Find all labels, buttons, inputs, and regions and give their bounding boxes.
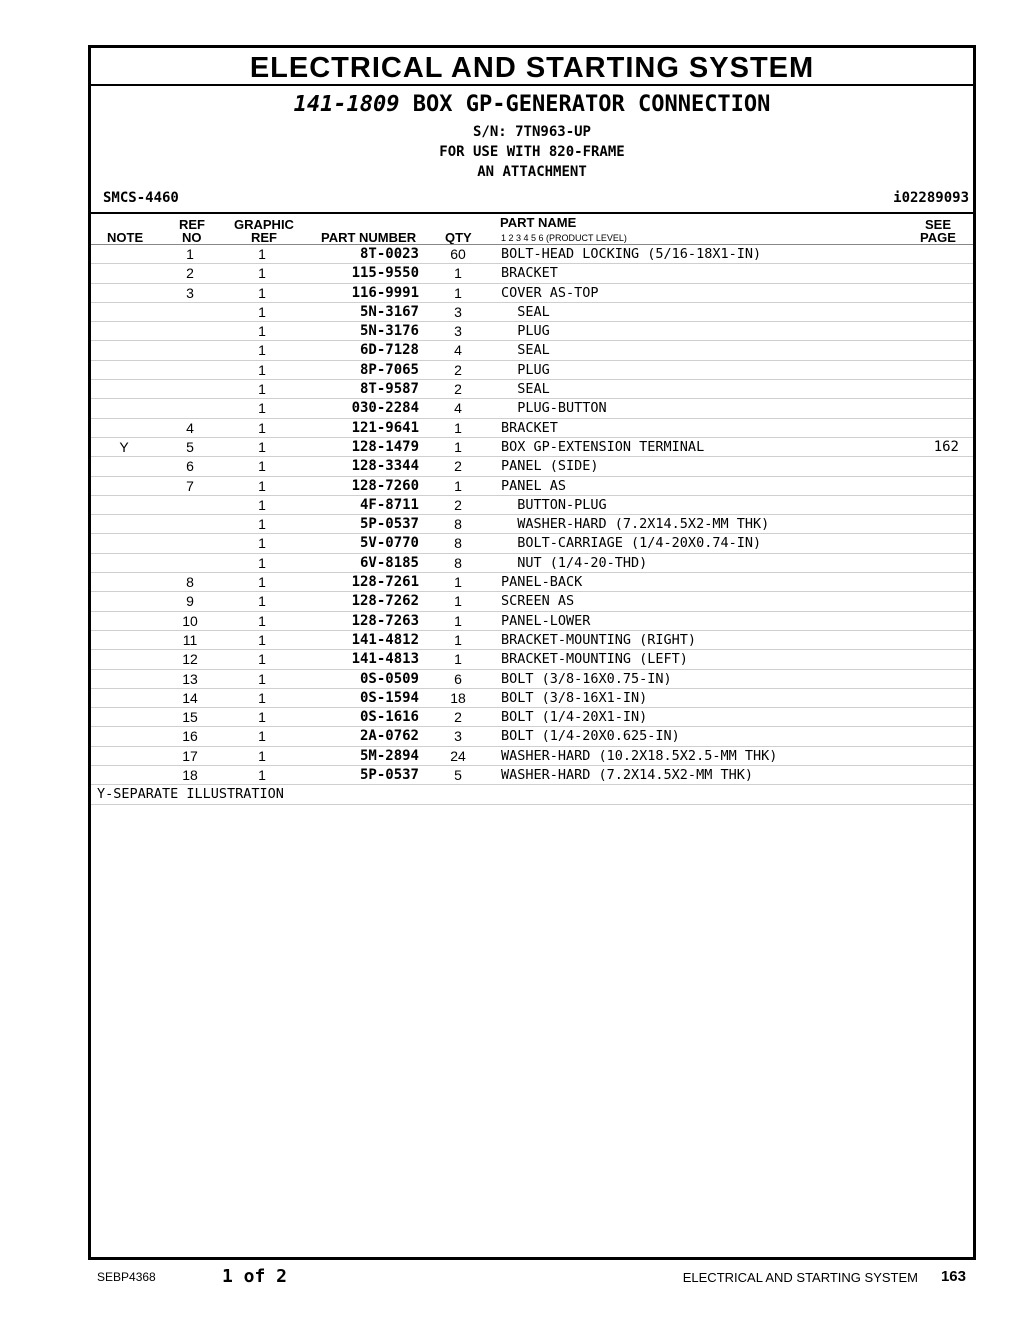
cell-pn: 8T-0023 (359, 246, 419, 262)
cell-pn: 030-2284 (351, 400, 419, 417)
cell-name: BOLT-CARRIAGE (1/4-20X0.74-IN) (501, 535, 762, 552)
table-row (91, 708, 973, 727)
cell-gref: 1 (258, 323, 266, 340)
header-see: SEE (925, 217, 952, 232)
cell-qty: 2 (454, 458, 462, 475)
cell-pn: 6D-7128 (359, 342, 419, 359)
cell-pn: 5N-3167 (359, 303, 419, 320)
cell-qty: 1 (454, 593, 462, 610)
cell-name: PLUG (501, 323, 550, 340)
cell-gref: 1 (258, 361, 266, 378)
cell-name: BUTTON-PLUG (501, 496, 607, 513)
cell-name: BRACKET-MOUNTING (LEFT) (501, 651, 688, 668)
cell-qty: 1 (454, 419, 462, 436)
header-graphic: GRAPHIC (234, 217, 294, 232)
use-note: FOR USE WITH 820-FRAME (439, 144, 625, 160)
cell-ref: 6 (186, 458, 194, 475)
cell-gref: 1 (258, 631, 266, 648)
cell-qty: 2 (454, 361, 462, 378)
cell-name: BOX GP-EXTENSION TERMINAL (501, 438, 705, 455)
cell-gref: 1 (258, 496, 266, 513)
cell-ref: 2 (186, 265, 194, 282)
cell-ref: 16 (182, 728, 198, 745)
cell-pn: 5V-0770 (359, 535, 419, 552)
cell-gref: 1 (258, 381, 266, 398)
cell-gref: 1 (258, 651, 266, 668)
smcs-code: SMCS-4460 (103, 190, 179, 206)
cell-pn: 0S-1594 (359, 689, 419, 706)
cell-ref: 11 (182, 631, 198, 648)
cell-qty: 2 (454, 709, 462, 726)
table-row (91, 534, 973, 553)
cell-ref: 13 (182, 670, 198, 687)
cell-ref: 8 (186, 574, 194, 591)
cell-name: PLUG-BUTTON (501, 400, 607, 417)
cell-pn: 128-7261 (351, 574, 419, 591)
cell-pn: 115-9550 (351, 265, 419, 282)
cell-name: SEAL (501, 303, 550, 320)
cell-pn: 5N-3176 (359, 323, 419, 340)
table-row (91, 457, 973, 476)
cell-ref: 7 (186, 477, 194, 494)
cell-gref: 1 (258, 477, 266, 494)
table-row (91, 612, 973, 631)
cell-qty: 18 (450, 689, 466, 706)
cell-pn: 116-9991 (351, 284, 419, 301)
table-row (91, 689, 973, 708)
footnote-row (91, 785, 973, 804)
cell-pn: 0S-0509 (359, 670, 419, 687)
cell-gref: 1 (258, 342, 266, 359)
cell-qty: 8 (454, 535, 462, 552)
cell-name: BRACKET-MOUNTING (RIGHT) (501, 631, 697, 648)
cell-gref: 1 (258, 612, 266, 629)
table-row (91, 496, 973, 515)
cell-qty: 6 (454, 670, 462, 687)
table-row (91, 670, 973, 689)
table-row (91, 554, 973, 573)
cell-name: WASHER-HARD (7.2X14.5X2-MM THK) (501, 767, 753, 784)
serial-number: S/N: 7TN963-UP (472, 124, 591, 140)
header-part-number: PART NUMBER (321, 230, 417, 245)
table-row (91, 747, 973, 766)
cell-ref: 4 (186, 419, 194, 436)
cell-gref: 1 (258, 747, 266, 764)
cell-name: SEAL (501, 342, 550, 359)
table-row (91, 727, 973, 746)
table-row (91, 573, 973, 592)
table-row (91, 361, 973, 380)
footer-page-of: 1 of 2 (222, 1266, 288, 1287)
table-row (91, 244, 973, 264)
header-part-name: PART NAME (500, 215, 577, 230)
cell-qty: 60 (450, 246, 466, 262)
cell-name: PANEL AS (501, 477, 567, 494)
cell-name: SEAL (501, 381, 550, 398)
cell-name: COVER AS-TOP (501, 284, 599, 301)
cell-name: SCREEN AS (501, 593, 575, 610)
cell-pn: 5P-0537 (359, 516, 419, 533)
cell-ref: 17 (182, 747, 198, 764)
table-row (91, 515, 973, 534)
header-see-page: PAGE (920, 230, 956, 245)
table-row (91, 419, 973, 438)
cell-gref: 1 (258, 516, 266, 533)
cell-qty: 5 (454, 767, 462, 784)
header-note: NOTE (107, 230, 144, 245)
cell-gref: 1 (258, 574, 266, 591)
footnote: Y-SEPARATE ILLUSTRATION (97, 786, 284, 803)
cell-name: BOLT (1/4-20X0.625-IN) (501, 728, 680, 745)
cell-qty: 1 (454, 265, 462, 282)
cell-pn: 8T-9587 (359, 381, 419, 398)
table-row (91, 650, 973, 669)
cell-pn: 8P-7065 (359, 361, 419, 378)
parts-table (91, 244, 973, 805)
cell-ref: 5 (186, 438, 194, 455)
footer-page-number: 163 (940, 1268, 966, 1285)
cell-qty: 24 (450, 747, 466, 764)
cell-pn: 141-4813 (351, 651, 419, 668)
cell-gref: 1 (258, 265, 266, 282)
header-ref-no: NO (182, 230, 202, 245)
cell-qty: 1 (454, 612, 462, 629)
table-row (91, 766, 973, 785)
cell-ref: 10 (182, 612, 198, 629)
footer-doc-number: SEBP4368 (97, 1270, 156, 1284)
group-title (91, 92, 973, 117)
cell-ref: 9 (186, 593, 194, 610)
cell-gref: 1 (258, 689, 266, 706)
table-row (91, 477, 973, 496)
cell-name: PANEL (SIDE) (501, 458, 599, 475)
table-row (91, 284, 973, 303)
cell-gref: 1 (258, 709, 266, 726)
cell-gref: 1 (258, 728, 266, 745)
cell-name: BRACKET (501, 265, 558, 282)
footer-section: ELECTRICAL AND STARTING SYSTEM (682, 1270, 918, 1285)
cell-pn: 2A-0762 (359, 728, 419, 745)
cell-ref: 18 (182, 767, 198, 784)
cell-pn: 128-1479 (351, 438, 419, 455)
cell-qty: 1 (454, 631, 462, 648)
cell-name: BOLT-HEAD LOCKING (5/16-18X1-IN) (501, 246, 762, 262)
cell-gref: 1 (258, 767, 266, 784)
parts-page-frame (88, 45, 976, 1260)
group-part-number: 141-1809 (293, 92, 400, 117)
cell-gref: 1 (258, 400, 266, 417)
cell-gref: 1 (258, 419, 266, 436)
cell-name: NUT (1/4-20-THD) (501, 554, 648, 571)
section-title: ELECTRICAL AND STARTING SYSTEM (91, 48, 973, 86)
cell-pn: 5P-0537 (359, 767, 419, 784)
cell-qty: 1 (454, 284, 462, 301)
table-row (91, 322, 973, 341)
table-row (91, 303, 973, 322)
cell-ref: 14 (182, 689, 198, 706)
header-divider (91, 212, 973, 214)
cell-ref: 1 (186, 246, 194, 262)
header-qty: QTY (445, 230, 472, 245)
cell-qty: 1 (454, 438, 462, 455)
cell-qty: 8 (454, 554, 462, 571)
header-ref: REF (179, 217, 205, 232)
attachment-note: AN ATTACHMENT (477, 164, 587, 180)
cell-name: BOLT (1/4-20X1-IN) (501, 709, 648, 726)
cell-pn: 5M-2894 (359, 747, 419, 764)
cell-pn: 141-4812 (351, 631, 419, 648)
illustration-id: i02289093 (893, 190, 969, 206)
cell-qty: 3 (454, 323, 462, 340)
table-row (91, 438, 973, 457)
table-row (91, 399, 973, 418)
table-row (91, 341, 973, 360)
cell-gref: 1 (258, 554, 266, 571)
cell-qty: 4 (454, 400, 462, 417)
cell-pn: 4F-8711 (359, 496, 419, 513)
cell-name: WASHER-HARD (7.2X14.5X2-MM THK) (501, 516, 770, 533)
table-row (91, 592, 973, 611)
cell-pn: 128-7262 (351, 593, 419, 610)
cell-name: BOLT (3/8-16X0.75-IN) (501, 670, 672, 687)
cell-name: PANEL-BACK (501, 574, 583, 591)
cell-note: Y (119, 438, 129, 455)
header-graphic-ref: REF (251, 230, 277, 245)
cell-qty: 3 (454, 303, 462, 320)
table-row (91, 380, 973, 399)
cell-pn: 6V-8185 (359, 554, 419, 571)
group-name: BOX GP-GENERATOR CONNECTION (412, 92, 771, 117)
cell-qty: 2 (454, 381, 462, 398)
cell-qty: 8 (454, 516, 462, 533)
cell-name: PLUG (501, 361, 550, 378)
cell-pn: 0S-1616 (359, 709, 419, 726)
table-row (91, 264, 973, 283)
cell-gref: 1 (258, 670, 266, 687)
cell-ref: 15 (182, 709, 198, 726)
cell-gref: 1 (258, 246, 266, 262)
cell-pn: 128-7263 (351, 612, 419, 629)
cell-gref: 1 (258, 593, 266, 610)
cell-qty: 1 (454, 477, 462, 494)
header-product-levels: 1 2 3 4 5 6 (PRODUCT LEVEL) (501, 233, 627, 243)
cell-pn: 128-3344 (351, 458, 419, 475)
cell-gref: 1 (258, 458, 266, 475)
cell-ref: 12 (182, 651, 198, 668)
cell-name: PANEL-LOWER (501, 612, 591, 629)
cell-see: 162 (933, 438, 959, 455)
cell-gref: 1 (258, 284, 266, 301)
cell-name: BOLT (3/8-16X1-IN) (501, 689, 648, 706)
cell-gref: 1 (258, 438, 266, 455)
cell-pn: 128-7260 (351, 477, 419, 494)
cell-pn: 121-9641 (351, 419, 419, 436)
cell-qty: 3 (454, 728, 462, 745)
cell-gref: 1 (258, 535, 266, 552)
cell-name: BRACKET (501, 419, 558, 436)
table-row (91, 631, 973, 650)
cell-qty: 1 (454, 574, 462, 591)
cell-name: WASHER-HARD (10.2X18.5X2.5-MM THK) (501, 747, 778, 764)
cell-ref: 3 (186, 284, 194, 301)
cell-qty: 4 (454, 342, 462, 359)
cell-gref: 1 (258, 303, 266, 320)
cell-qty: 2 (454, 496, 462, 513)
cell-qty: 1 (454, 651, 462, 668)
